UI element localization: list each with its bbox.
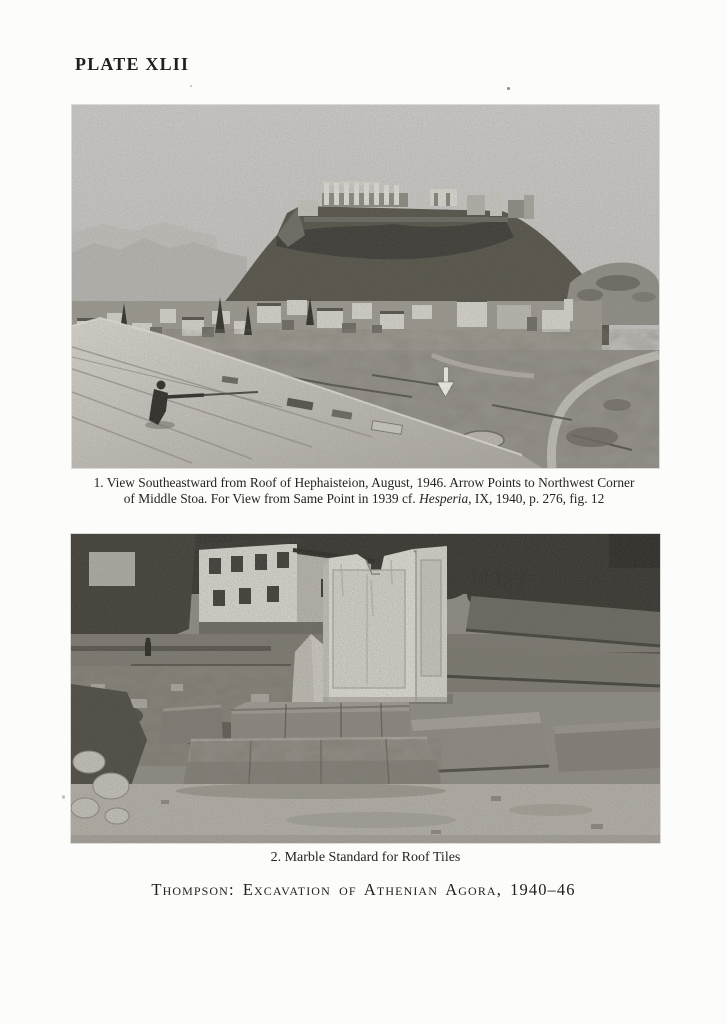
figure2-photo [71,534,660,843]
figure1-photo [72,105,659,468]
figure1-caption-line1: 1. View Southeastward from Roof of Hephaisteion, August, 1946. Arrow Points to Northwest Corner [93,475,635,490]
scan-speck [62,795,65,799]
scan-speck [507,87,510,90]
photo-grain [71,534,660,843]
figure1-caption-line2: of Middle Stoa. For View from Same Point in 1939 cf. Hesperia, IX, 1940, p. 276, fig. 12 [123,491,605,506]
plate-label: PLATE XLII [75,54,190,74]
running-title: Thompson: Excavation of Athenian Agora, 1940–46 [151,880,576,899]
figure1-caption [60,475,668,507]
journal-name: Hesperia [419,491,469,506]
photo-grain [72,105,659,468]
figure2-caption: 2. Marble Standard for Roof Tiles [270,850,461,865]
scan-speck [190,85,192,87]
